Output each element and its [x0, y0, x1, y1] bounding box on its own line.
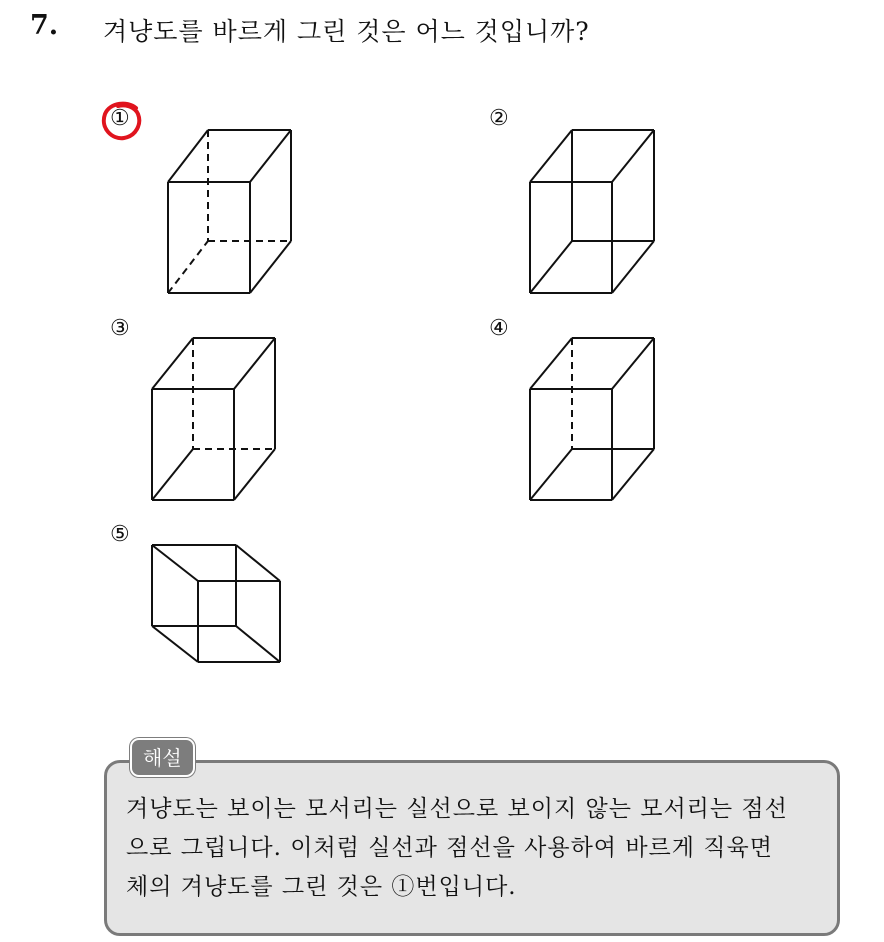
question-number: 7. — [30, 10, 59, 41]
question-text: 겨냥도를 바르게 그린 것은 어느 것입니까? — [103, 17, 590, 46]
choice-label-4[interactable]: ④ — [489, 316, 509, 341]
solution-text — [126, 790, 836, 907]
choice-label-2[interactable]: ② — [489, 106, 509, 131]
solution-line-3: 체의 겨냥도를 그린 것은 ①번입니다. — [126, 874, 517, 900]
choice-label-3[interactable]: ③ — [110, 316, 130, 341]
choice-label-1[interactable]: ① — [110, 106, 130, 131]
solution-line-1: 겨냥도는 보이는 모서리는 실선으로 보이지 않는 모서리는 점선 — [126, 796, 788, 822]
choice-label-5[interactable]: ⑤ — [110, 522, 130, 547]
solution-tag: 해설 — [130, 738, 195, 777]
solution-line-2: 으로 그립니다. 이처럼 실선과 점선을 사용하여 바르게 직육면 — [126, 835, 773, 861]
